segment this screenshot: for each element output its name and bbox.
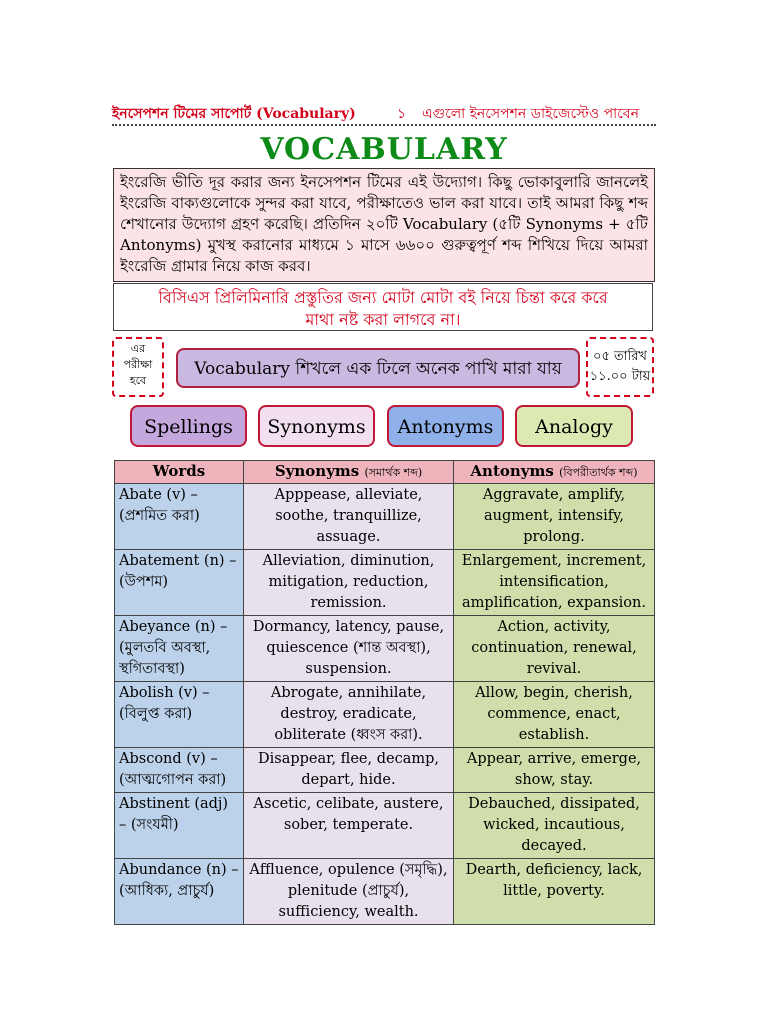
word-cell: Abundance (n) – (আধিক্য, প্রাচুর্য) — [115, 859, 244, 925]
table-row — [115, 859, 655, 925]
exam-note-left — [112, 337, 164, 397]
topic-antonyms: Antonyms — [387, 405, 504, 447]
table-row — [115, 616, 655, 682]
word-cell: Abate (v) – (প্রশমিত করা) — [115, 484, 244, 550]
header-divider — [112, 124, 656, 126]
word-cell: Abatement (n) – (উপশম) — [115, 550, 244, 616]
synonyms-cell: Dormancy, latency, pause, quiescence (শান্ত অবস্থা), suspension. — [244, 616, 454, 682]
header-right-text: এগুলো ইনসেপশন ডাইজেস্টেও পাবেন — [422, 106, 639, 122]
exam-date-note — [586, 337, 654, 397]
page-title: VOCABULARY — [260, 132, 508, 167]
motivation-line-2: মাথা নষ্ট করা লাগবে না। — [305, 310, 461, 329]
exam-note-line: এর — [130, 342, 146, 355]
antonyms-cell: Debauched, dissipated, wicked, incautious, decayed. — [454, 793, 655, 859]
synonyms-cell: Apppease, alleviate, soothe, tranquillize, assuage. — [244, 484, 454, 550]
synonyms-cell: Abrogate, annihilate, destroy, eradicate, obliterate (ধ্বংস করা). — [244, 682, 454, 748]
page-number: ১ — [397, 106, 407, 122]
antonyms-cell: Enlargement, increment, intensification, amplification, expansion. — [454, 550, 655, 616]
topic-analogy: Analogy — [515, 405, 633, 447]
table-row — [115, 484, 655, 550]
exam-time: ১১.০০ টায় — [589, 369, 651, 384]
topic-synonyms: Synonyms — [258, 405, 375, 447]
word-cell: Abolish (v) – (বিলুপ্ত করা) — [115, 682, 244, 748]
vocabulary-slogan: Vocabulary শিখলে এক ঢিলে অনেক পাখি মারা যায় — [176, 348, 580, 388]
synonyms-cell: Alleviation, diminution, mitigation, reduction, remission. — [244, 550, 454, 616]
table-header-row — [115, 461, 655, 484]
synonyms-cell: Affluence, opulence (সমৃদ্ধি), plenitude (প্রাচুর্য), sufficiency, wealth. — [244, 859, 454, 925]
header-words: Words — [115, 461, 244, 484]
table-row — [115, 793, 655, 859]
header-antonyms: Antonyms (বিপরীতার্থক শব্দ) — [454, 461, 655, 484]
synonyms-cell: Ascetic, celibate, austere, sober, temperate. — [244, 793, 454, 859]
antonyms-cell: Appear, arrive, emerge, show, stay. — [454, 748, 655, 793]
exam-note-line: পরীক্ষা — [123, 358, 153, 371]
table-row — [115, 748, 655, 793]
exam-date: ০৫ তারিখ — [593, 349, 647, 364]
antonyms-cell: Action, activity, continuation, renewal, revival. — [454, 616, 655, 682]
exam-note-line: হবে — [129, 374, 147, 387]
table-row — [115, 682, 655, 748]
antonyms-cell: Allow, begin, cherish, commence, enact, establish. — [454, 682, 655, 748]
synonyms-cell: Disappear, flee, decamp, depart, hide. — [244, 748, 454, 793]
intro-paragraph: ইংরেজি ভীতি দূর করার জন্য ইনসেপশন টিমের এই উদ্যোগ। কিছু ভোকাবুলারি জানলেই ইংরেজি বাক্যগুলোকে সুন্দর করা যাবে, পরীক্ষাতেও ভাল করা যাবে। তাই আমরা কিছু শব্দ শেখানোর উদ্যোগ গ্রহণ করেছি। প্রতিদিন ২০টি Vocabulary (৫টি Synonyms + ৫টি Antonyms) মুখস্থ করানোর মাধ্যমে ১ মাসে ৬৬০০ গুরুত্বপূর্ণ শব্দ শিখিয়ে দিয়ে আমরা ইংরেজি গ্রামার নিয়ে কাজ করব। — [113, 168, 655, 282]
motivation-line-1: বিসিএস প্রিলিমিনারি প্রস্তুতির জন্য মোটা মোটা বই নিয়ে চিন্তা করে করে — [158, 288, 608, 307]
antonyms-cell: Aggravate, amplify, augment, intensify, prolong. — [454, 484, 655, 550]
word-cell: Abstinent (adj) – (সংযমী) — [115, 793, 244, 859]
motivation-box — [113, 283, 653, 331]
header-synonyms: Synonyms (সমার্থক শব্দ) — [244, 461, 454, 484]
word-cell: Abscond (v) – (আত্মগোপন করা) — [115, 748, 244, 793]
antonyms-cell: Dearth, deficiency, lack, little, poverty. — [454, 859, 655, 925]
page-header — [112, 100, 657, 124]
header-left-text: ইনসেপশন টিমের সাপোর্ট (Vocabulary) — [112, 106, 356, 122]
word-cell: Abeyance (n) – (মুলতবি অবস্থা, স্থগিতাবস্থা) — [115, 616, 244, 682]
topic-spellings: Spellings — [130, 405, 247, 447]
vocabulary-table — [114, 460, 655, 925]
table-row — [115, 550, 655, 616]
